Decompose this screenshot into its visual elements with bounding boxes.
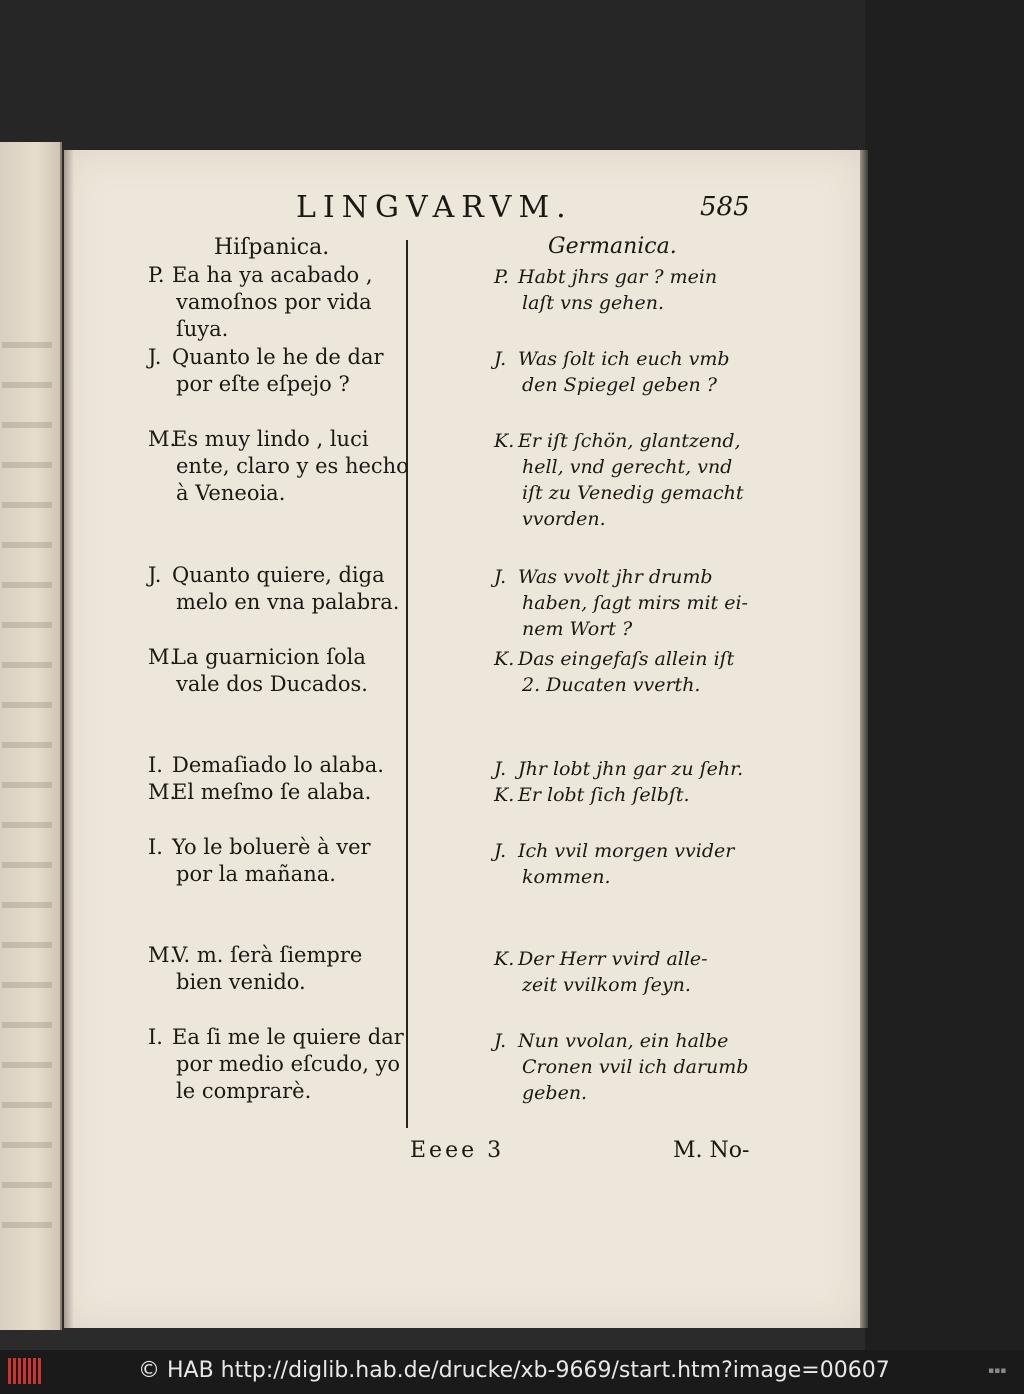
speaker-label: J.	[148, 563, 162, 587]
spanish-entry	[148, 1024, 404, 1105]
entry-line: vale dos Ducados.	[176, 672, 368, 696]
speaker-label: J.	[494, 566, 507, 588]
speaker-label: J.	[494, 840, 507, 862]
speaker-label: I.	[148, 753, 163, 777]
entry-line: Es muy lindo , luci	[172, 427, 369, 451]
spanish-entry	[148, 779, 398, 806]
spanish-entry	[148, 562, 398, 616]
german-entry	[494, 782, 764, 808]
entry-line: Ea ha ya acabado ,	[172, 263, 373, 287]
german-entry	[494, 264, 764, 316]
entry-line: le comprarè.	[176, 1079, 312, 1103]
entry-line: ente, claro y es hecho	[176, 454, 409, 478]
credit-text[interactable]: © HAB http://diglib.hab.de/drucke/xb-9669/start.htm?image=00607	[138, 1358, 890, 1383]
speaker-label: J.	[494, 348, 507, 370]
speaker-label: K.	[494, 430, 515, 452]
column-heading-spanish: Hiſpanica.	[214, 235, 330, 260]
entry-line: Jhr lobt jhn gar zu ſehr.	[518, 758, 744, 780]
catchword: M. No-	[673, 1138, 750, 1163]
german-entry	[494, 946, 764, 998]
entry-line: V. m. ſerà ſiempre	[172, 943, 363, 967]
german-entry	[494, 346, 764, 398]
entry-line: Cronen vvil ich darumb	[522, 1056, 749, 1078]
german-entry	[494, 564, 764, 642]
spanish-entry	[148, 752, 398, 779]
entry-line: Das eingefaſs allein iſt	[518, 648, 735, 670]
column-heading-german: Germanica.	[548, 234, 677, 259]
running-head: LINGVARVM.	[296, 190, 573, 225]
entry-line: Quanto le he de dar	[172, 345, 384, 369]
spanish-entry	[148, 262, 398, 343]
speaker-label: P.	[148, 263, 165, 287]
spanish-entry	[148, 644, 398, 698]
entry-line: vamoſnos por vida	[176, 290, 372, 314]
speaker-label: P.	[494, 266, 509, 288]
entry-line: Quanto quiere, diga	[172, 563, 385, 587]
entry-line: iſt zu Venedig gemacht	[522, 482, 744, 504]
german-entry	[494, 756, 764, 782]
speaker-label: M.	[148, 427, 177, 451]
spanish-entry	[148, 426, 409, 507]
entry-line: 2. Ducaten vverth.	[522, 674, 701, 696]
entry-line: Was ſolt ich euch vmb	[518, 348, 730, 370]
entry-line: Ich vvil morgen vvider	[518, 840, 735, 862]
corner-mark-icon: ▪▪▪	[988, 1366, 1007, 1376]
entry-line: laſt vns gehen.	[522, 292, 665, 314]
speaker-label: J.	[494, 1030, 507, 1052]
column-divider	[406, 240, 408, 1128]
entry-line: Was vvolt jhr drumb	[518, 566, 713, 588]
german-entry	[494, 646, 764, 698]
entry-line: haben, ſagt mirs mit ei-	[522, 592, 748, 614]
page-number: 585	[700, 192, 750, 222]
entry-line: Yo le boluerè à ver	[172, 835, 371, 859]
entry-line: Er iſt ſchön, glantzend,	[518, 430, 741, 452]
entry-line: Der Herr vvird alle-	[518, 948, 708, 970]
signature-mark: Eeee 3	[410, 1138, 505, 1163]
speaker-label: J.	[494, 758, 507, 780]
speaker-label: M.	[148, 943, 177, 967]
entry-line: Demaſiado lo alaba.	[172, 753, 384, 777]
speaker-label: I.	[148, 835, 163, 859]
speaker-label: K.	[494, 948, 515, 970]
entry-line: Habt jhrs gar ? mein	[518, 266, 718, 288]
entry-line: nem Wort ?	[522, 618, 633, 640]
entry-line: por eſte eſpejo ?	[176, 372, 350, 396]
speaker-label: M.	[148, 780, 177, 804]
entry-line: geben.	[522, 1082, 588, 1104]
entry-line: à Veneoia.	[176, 481, 286, 505]
page-edge-shadow	[860, 150, 868, 1328]
entry-line: ſuya.	[176, 317, 229, 341]
speaker-label: M.	[148, 645, 177, 669]
entry-line: por la mañana.	[176, 862, 336, 886]
speaker-label: K.	[494, 784, 515, 806]
background-right	[865, 0, 1024, 1350]
speaker-label: I.	[148, 1025, 163, 1049]
spanish-entry	[148, 834, 398, 888]
entry-line: den Spiegel geben ?	[522, 374, 717, 396]
entry-line: Nun vvolan, ein halbe	[518, 1030, 729, 1052]
german-entry	[494, 428, 764, 532]
speaker-label: J.	[148, 345, 162, 369]
entry-line: kommen.	[522, 866, 611, 888]
entry-line: La guarnicion ſola	[172, 645, 366, 669]
entry-line: por medio eſcudo, yo	[176, 1052, 401, 1076]
entry-line: bien venido.	[176, 970, 306, 994]
entry-line: zeit vvilkom ſeyn.	[522, 974, 691, 996]
entry-line: Er lobt ſich ſelbſt.	[518, 784, 690, 806]
entry-line: melo en vna palabra.	[176, 590, 400, 614]
speaker-label: K.	[494, 648, 515, 670]
german-entry	[494, 838, 764, 890]
german-entry	[494, 1028, 764, 1106]
entry-line: Ea ſi me le quiere dar	[172, 1025, 404, 1049]
facing-page-edge	[0, 142, 62, 1330]
page-gutter	[64, 150, 74, 1328]
spanish-entry	[148, 942, 398, 996]
entry-line: vvorden.	[522, 508, 606, 530]
library-logo-icon	[8, 1358, 42, 1384]
entry-line: El meſmo ſe alaba.	[172, 780, 372, 804]
spanish-entry	[148, 344, 398, 398]
entry-line: hell, vnd gerecht, vnd	[522, 456, 733, 478]
